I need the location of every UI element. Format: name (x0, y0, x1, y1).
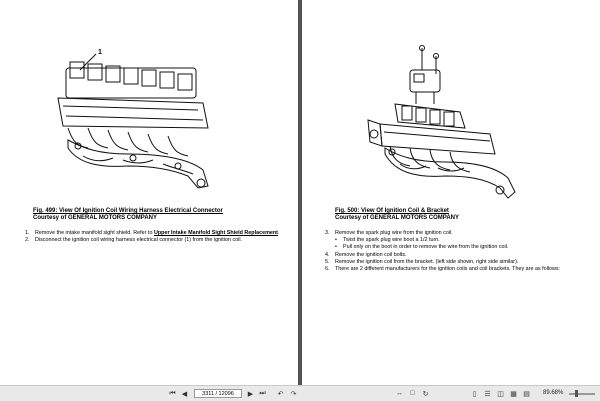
caption-credit: Courtesy of GENERAL MOTORS COMPANY (33, 215, 158, 221)
bullet: • (335, 237, 337, 244)
figure-caption-500 (335, 208, 585, 222)
right-page (302, 0, 600, 385)
step-number: 6. (325, 266, 330, 273)
step-text: Twist the spark plug wire boot a 1/2 turn. (343, 237, 440, 244)
zoom-slider-track[interactable] (569, 393, 595, 395)
step-item (325, 252, 593, 259)
book-view-icon[interactable]: ▤ (523, 390, 530, 398)
prev-page-icon[interactable]: ◀ (181, 390, 188, 398)
step-text: Remove the ignition coil bolts. (335, 251, 407, 258)
caption-title: Fig. 500: View Of Ignition Coil & Bracket (335, 208, 449, 214)
left-page (0, 0, 298, 385)
rotate-icon[interactable]: ↻ (422, 390, 429, 398)
last-page-icon[interactable]: ⏭ (259, 389, 266, 397)
step-text: Remove the spark plug wire from the ignition coil. (335, 230, 453, 236)
step-text: Remove the ignition coil from the bracket. (left side shown, right side similar). (335, 258, 519, 265)
procedure-steps-right (325, 230, 593, 273)
page-number-input[interactable] (194, 389, 242, 398)
step-number: 3. (325, 230, 330, 236)
bullet: • (335, 244, 337, 251)
step-number: 5. (325, 258, 330, 265)
caption-title: Fig. 499: View Of Ignition Coil Wiring Harness Electrical Connector (33, 208, 223, 214)
viewer-toolbar (0, 385, 600, 401)
single-page-icon[interactable]: ▯ (472, 390, 477, 398)
sub-step-item (325, 244, 593, 251)
step-number: 4. (325, 251, 330, 258)
step-text: Remove the intake manifold sight shield. Refer to (35, 230, 154, 236)
sub-step-item (325, 237, 593, 244)
fit-page-icon[interactable]: □ (410, 390, 415, 397)
back-icon[interactable]: ↶ (277, 390, 284, 398)
step-item (325, 259, 593, 266)
fit-width-icon[interactable]: ↔ (396, 390, 403, 397)
step-text: Pull only on the boot in order to remove the wire from the ignition coil. (343, 244, 509, 251)
two-page-continuous-icon[interactable]: ▦ (510, 390, 517, 398)
step-item (325, 230, 593, 237)
zoom-slider-thumb[interactable] (575, 390, 578, 397)
step-text: There are 2 different manufacturers for the ignition coils and coil brackets. They are as follows: (335, 266, 561, 273)
step-number: 2. (25, 237, 30, 244)
procedure-steps-left (25, 230, 287, 244)
next-page-icon[interactable]: ▶ (247, 390, 254, 398)
step-item (25, 237, 287, 244)
two-page-icon[interactable]: ◫ (497, 390, 504, 398)
engine-figure-500 (350, 42, 520, 202)
figure-caption-499 (33, 208, 283, 222)
step-item (25, 230, 287, 237)
callout-label: 1 (98, 49, 102, 56)
engine-figure-499 (38, 48, 218, 198)
caption-credit: Courtesy of GENERAL MOTORS COMPANY (335, 215, 460, 221)
upper-intake-manifold-link[interactable]: Upper Intake Manifold Sight Shield Replacement (153, 230, 278, 236)
step-number: 1. (25, 230, 30, 236)
step-item (325, 266, 593, 273)
forward-icon[interactable]: ↷ (290, 390, 297, 398)
continuous-icon[interactable]: ☰ (484, 390, 491, 398)
step-suffix: . (277, 230, 280, 236)
step-text: Disconnect the ignition coil wiring harness electrical connector (1) from the ignition coil. (35, 237, 243, 244)
first-page-icon[interactable]: ⏮ (169, 389, 176, 397)
zoom-level: 89.68% (543, 390, 564, 396)
